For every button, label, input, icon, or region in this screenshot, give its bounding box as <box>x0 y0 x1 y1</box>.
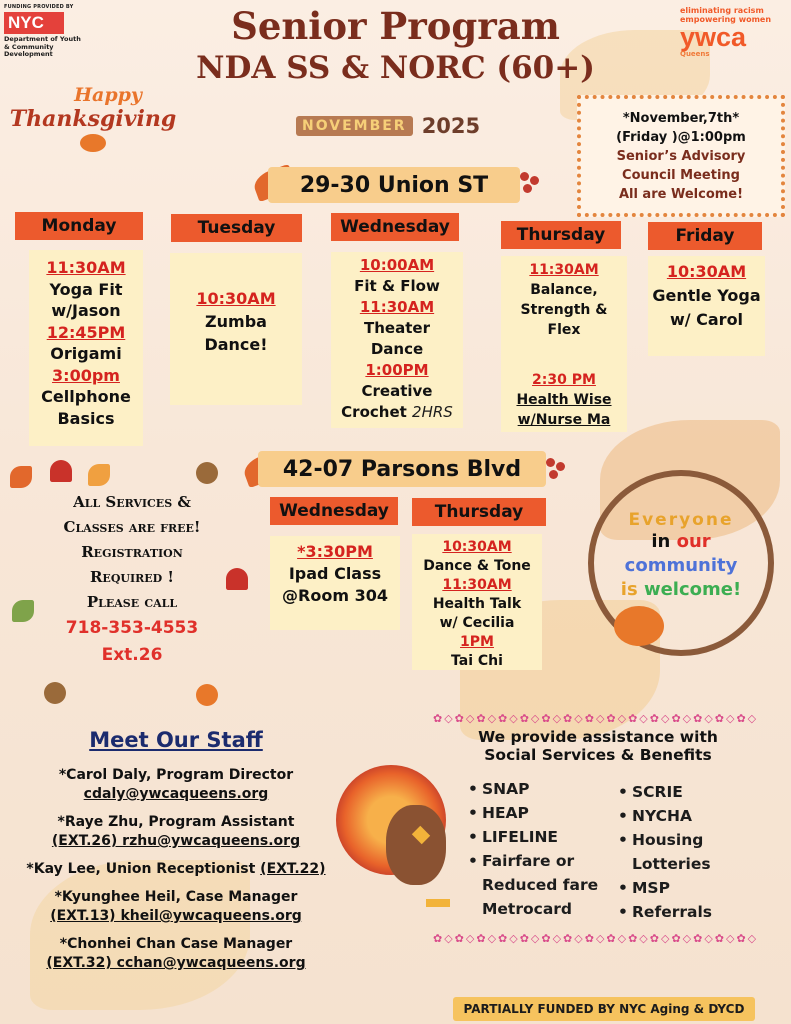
class-name: Cellphone Basics <box>41 387 131 428</box>
wreath-text: community <box>624 555 738 576</box>
location-banner-parsons: 42-07 Parsons Blvd <box>258 451 546 487</box>
council-line: Senior’s Advisory <box>616 149 746 164</box>
day-card-thursday <box>501 256 627 432</box>
info-line: Please call <box>86 593 178 611</box>
info-line: Classes are free! <box>63 518 201 536</box>
class-name: Theater Dance <box>364 319 430 358</box>
thanksgiving-graphic <box>8 84 178 156</box>
ywca-tagline: empowering women <box>680 15 772 24</box>
staff-email[interactable]: cdaly@ywcaqueens.org <box>83 786 269 802</box>
funding-footer: PARTIALLY FUNDED BY NYC Aging & DYCD <box>453 997 755 1021</box>
service-item-continued: Metrocard <box>482 900 573 918</box>
day-header-tuesday: Tuesday <box>171 214 302 242</box>
service-item: • SNAP <box>466 777 616 801</box>
thanksgiving-text: Thanksgiving <box>9 106 177 132</box>
registration-info <box>22 490 242 669</box>
wreath-word: in <box>651 531 671 552</box>
wreath-text-line <box>594 530 768 554</box>
acorn-icon <box>44 682 66 704</box>
council-time: (Friday )@1:00pm <box>616 130 746 145</box>
info-line: Registration <box>81 543 183 561</box>
class-time: 11:30AM <box>359 298 435 316</box>
wreath-text: Everyone <box>628 510 734 530</box>
staff-name: *Chonhei Chan Case Manager <box>59 936 293 952</box>
class-name: Dance & Tone <box>423 558 531 574</box>
service-item-continued: Lotteries <box>632 855 711 873</box>
class-name: Gentle Yoga w/ Carol <box>652 286 761 329</box>
decorative-border: ✿◇✿◇✿◇✿◇✿◇✿◇✿◇✿◇✿◇✿◇✿◇✿◇✿◇✿◇✿◇ <box>433 932 759 944</box>
decorative-border: ✿◇✿◇✿◇✿◇✿◇✿◇✿◇✿◇✿◇✿◇✿◇✿◇✿◇✿◇✿◇ <box>433 712 759 724</box>
happy-text: Happy <box>74 84 142 106</box>
staff-extension: (EXT.22) <box>260 861 326 877</box>
day-header-friday: Friday <box>648 222 762 250</box>
class-time: 10:00AM <box>359 256 435 274</box>
class-time: 11:30AM <box>442 577 512 593</box>
staff-title: Meet Our Staff <box>89 728 263 752</box>
ywca-tagline: eliminating racism <box>680 6 764 15</box>
staff-name: *Raye Zhu, Program Assistant <box>57 814 295 830</box>
wreath-word: welcome! <box>643 579 742 600</box>
service-item: • SCRIE <box>616 780 756 804</box>
ywca-wordmark: ywca <box>680 22 747 52</box>
services-title: We provide assistance with <box>478 728 718 746</box>
pumpkin-icon <box>80 134 106 152</box>
ywca-logo <box>680 6 790 58</box>
day-card-friday <box>648 256 765 356</box>
class-time: 2:30 PM <box>532 372 596 388</box>
class-name: Health Wise w/Nurse Ma <box>516 392 612 428</box>
service-item: • Housing <box>616 828 756 852</box>
berries-icon <box>546 458 568 480</box>
class-time: 10:30AM <box>666 262 747 281</box>
service-item: • Fairfare or <box>466 849 616 873</box>
pumpkin-icon <box>196 684 218 706</box>
day-header-parsons-thursday: Thursday <box>412 498 546 526</box>
staff-email[interactable]: (EXT.13) kheil@ywcaqueens.org <box>50 908 302 924</box>
class-name: Creative Crochet <box>341 382 433 421</box>
phone-number[interactable]: 718-353-4553 <box>65 618 199 638</box>
info-line: All Services & <box>73 493 191 511</box>
class-time: 3:00pm <box>52 365 120 385</box>
class-name: Ipad Class @Room 304 <box>282 564 388 605</box>
service-item: • NYCHA <box>616 804 756 828</box>
class-time: 12:45PM <box>46 322 126 342</box>
staff-name: *Kyunghee Heil, Case Manager <box>54 889 298 905</box>
pumpkin-icon <box>614 606 664 646</box>
council-meeting-notice <box>577 95 785 217</box>
day-header-parsons-wednesday: Wednesday <box>270 497 398 525</box>
class-note: 2HRS <box>412 403 453 421</box>
class-time: 10:30AM <box>442 539 512 555</box>
council-date: *November,7th* <box>622 111 740 126</box>
service-item-continued: Reduced fare <box>482 876 599 894</box>
services-title: Social Services & Benefits <box>484 746 712 764</box>
day-card-tuesday <box>170 253 302 405</box>
service-item: • HEAP <box>466 801 616 825</box>
wreath-word: is <box>620 579 638 600</box>
day-header-thursday: Thursday <box>501 221 621 249</box>
staff-name: *Carol Daly, Program Director <box>58 767 294 783</box>
class-time: 10:30AM <box>196 289 276 308</box>
staff-name: *Kay Lee, Union Receptionist <box>26 861 256 877</box>
location-banner-union: 29-30 Union ST <box>268 167 520 203</box>
day-card-monday <box>29 250 143 446</box>
acorn-icon <box>196 462 218 484</box>
page-subtitle: NDA SS & NORC (60+) <box>196 50 595 86</box>
class-name: Yoga Fit w/Jason <box>49 279 123 320</box>
staff-email[interactable]: (EXT.32) cchan@ywcaqueens.org <box>46 955 306 971</box>
staff-section <box>6 728 346 982</box>
page-title: Senior Program <box>231 4 560 48</box>
day-card-parsons-wednesday <box>270 536 400 630</box>
class-entry <box>331 381 463 423</box>
council-line: All are Welcome! <box>618 187 744 202</box>
council-line: Council Meeting <box>622 168 740 183</box>
class-name: Balance, Strength & Flex <box>520 282 608 338</box>
month-label <box>296 114 480 138</box>
staff-member <box>6 935 346 973</box>
class-time: 1PM <box>460 634 494 650</box>
leaf-icon <box>88 464 110 486</box>
class-name: Origami <box>50 344 122 363</box>
day-header-monday: Monday <box>15 212 143 240</box>
wreath-text-line <box>594 578 768 602</box>
info-line: Required ! <box>89 568 175 586</box>
class-name: Tai Chi <box>451 653 503 669</box>
turkey-icon <box>336 765 456 915</box>
mushroom-icon <box>50 460 72 482</box>
service-item: • Referrals <box>616 900 756 924</box>
day-card-parsons-thursday <box>412 534 542 670</box>
staff-member <box>6 813 346 851</box>
year-text: 2025 <box>421 114 481 138</box>
class-name: Zumba Dance! <box>204 312 268 354</box>
ywca-queens: Queens <box>680 50 710 58</box>
class-name: Fit & Flow <box>354 277 440 295</box>
nyc-funding-text: FUNDING PROVIDED BY <box>4 4 74 10</box>
class-time: 1:00PM <box>365 361 429 379</box>
day-card-wednesday <box>331 252 463 428</box>
wreath-word: our <box>676 531 711 552</box>
day-header-wednesday: Wednesday <box>331 213 459 241</box>
class-time: 11:30AM <box>529 262 599 278</box>
nyc-department: Department of Youth & Community Development <box>4 35 81 58</box>
service-item: • LIFELINE <box>466 825 616 849</box>
class-name: Health Talk w/ Cecilia <box>432 596 522 631</box>
berries-icon <box>520 172 542 194</box>
phone-extension: Ext.26 <box>101 645 163 665</box>
nyc-mark: NYC <box>4 12 64 34</box>
services-list-col1 <box>466 777 616 921</box>
services-section <box>433 728 763 764</box>
staff-member <box>6 860 346 879</box>
staff-member <box>6 766 346 804</box>
maple-leaf-icon <box>10 466 32 488</box>
services-list-col2 <box>616 780 756 924</box>
staff-email[interactable]: (EXT.26) rzhu@ywcaqueens.org <box>51 833 301 849</box>
service-item: • MSP <box>616 876 756 900</box>
class-time: *3:30PM <box>297 542 373 561</box>
month-badge: NOVEMBER <box>296 116 413 136</box>
class-time: 11:30AM <box>46 258 126 277</box>
staff-member <box>6 888 346 926</box>
